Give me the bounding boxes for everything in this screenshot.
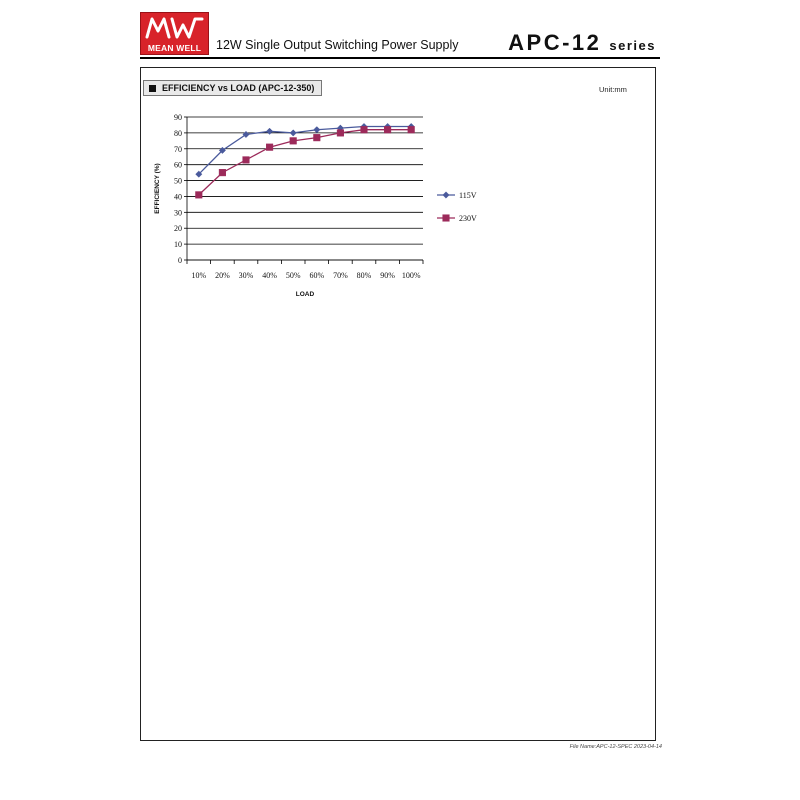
legend-marker-115V [443,192,449,198]
x-tick-label: 20% [215,271,230,280]
unit-label: Unit:mm [599,85,627,94]
data-point-230V [266,144,273,151]
x-tick-label: 100% [401,271,421,280]
y-tick-label: 0 [178,256,182,265]
data-point-230V [408,126,415,133]
chart-series [196,123,415,198]
y-tick-label: 10 [174,240,182,250]
x-tick-label: 80% [356,271,372,280]
x-tick-label: 60% [309,271,325,280]
y-tick-label: 70 [174,144,182,154]
y-tick-label: 90 [174,113,182,122]
y-tick-label: 60 [174,160,182,170]
model-name: APC-12 [508,30,602,55]
product-subtitle: 12W Single Output Switching Power Supply [216,38,459,52]
y-axis-title: EFFICIENCY (%) [154,163,161,214]
data-point-115V [314,127,320,133]
section-title: EFFICIENCY vs LOAD (APC-12-350) [162,83,315,93]
y-tick-label: 20 [174,224,182,234]
data-point-230V [196,192,203,199]
x-tick-label: 30% [238,271,254,280]
y-tick-label: 50 [174,176,182,186]
legend-marker-230V [443,215,450,222]
data-point-230V [314,134,321,141]
x-tick-label: 90% [380,271,395,280]
x-tick-labels [191,271,420,280]
x-tick-label: 50% [285,271,301,280]
x-tick-label: 70% [333,271,348,280]
data-point-115V [290,130,296,136]
data-point-230V [361,126,368,133]
data-point-230V [219,169,226,176]
data-point-230V [243,157,250,164]
chart-legend [437,191,477,223]
data-point-230V [290,138,297,145]
legend-label-115V: 115V [459,191,477,200]
y-tick-label: 80 [174,128,182,138]
data-point-230V [337,130,344,137]
file-name-footer: File Name:APC-12-SPEC 2023-04-14 [569,744,662,750]
series-label: series [609,38,656,53]
legend-label-230V: 230V [459,214,477,223]
series-line-115V [199,127,411,175]
y-tick-label: 40 [174,192,182,202]
x-tick-label: 40% [262,271,277,280]
series-line-230V [199,130,411,195]
y-tick-label: 30 [174,208,182,218]
data-point-230V [384,126,391,133]
data-point-115V [266,128,272,134]
x-tick-label: 10% [191,271,207,280]
x-axis-title: LOAD [295,291,315,298]
y-tick-labels [174,113,182,265]
logo-text: MEAN WELL [147,43,202,53]
